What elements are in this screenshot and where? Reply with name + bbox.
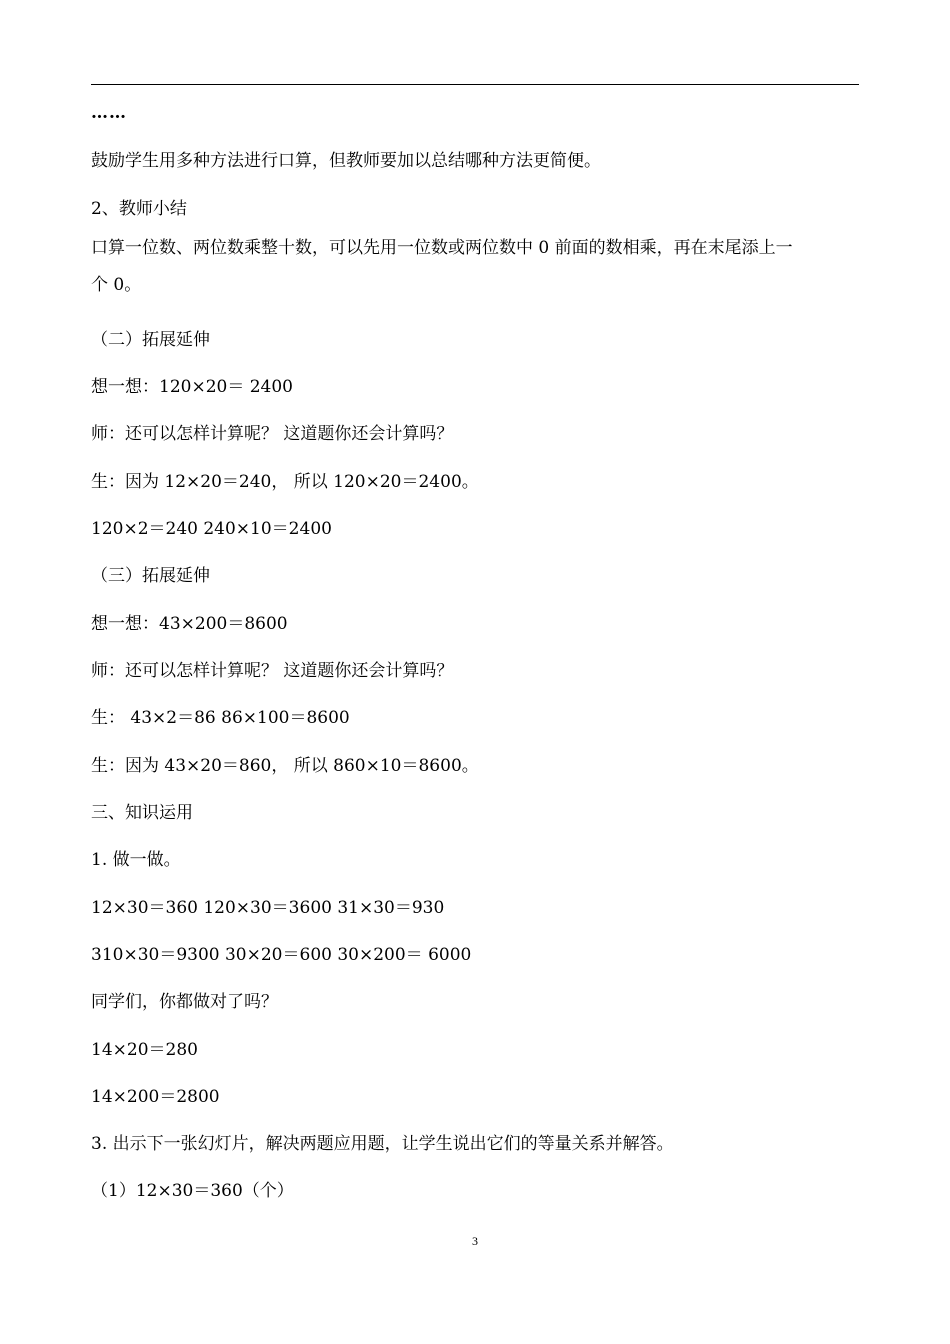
exercise-row-1: 12×30＝360 120×30＝3600 31×30＝930 [91, 898, 445, 918]
student-answer-1: 生：因为 12×20＝240， 所以 120×20＝2400。 [91, 472, 479, 492]
exercise-heading: 1. 做一做。 [91, 850, 181, 870]
slide-instruction: 3. 出示下一张幻灯片，解决两题应用题，让学生说出它们的等量关系并解答。 [91, 1134, 674, 1154]
ellipsis-text: …… [91, 103, 127, 123]
paragraph-encourage-methods: 鼓励学生用多种方法进行口算，但教师要加以总结哪种方法更简便。 [91, 151, 601, 171]
teacher-question-2: 师：还可以怎样计算呢？ 这道题你还会计算吗？ [91, 661, 454, 681]
check-question: 同学们，你都做对了吗？ [91, 992, 278, 1012]
paragraph-summary-line-1: 口算一位数、两位数乘整十数，可以先用一位数或两位数中 0 前面的数相乘，再在末尾添上一 [91, 238, 793, 258]
heading-extension-3: （三）拓展延伸 [91, 566, 210, 586]
think-line-2: 想一想：43×200＝8600 [91, 614, 288, 634]
heading-extension-2: （二）拓展延伸 [91, 330, 210, 350]
teacher-question-1: 师：还可以怎样计算呢？ 这道题你还会计算吗？ [91, 424, 454, 444]
exercise-row-2: 310×30＝9300 30×20＝600 30×200＝ 6000 [91, 945, 472, 965]
student-answer-3: 生：因为 43×20＝860， 所以 860×10＝8600。 [91, 756, 479, 776]
answer-1: （1）12×30＝360（个） [91, 1181, 294, 1201]
paragraph-summary-line-2: 个 0。 [91, 275, 142, 295]
page-number: 3 [472, 1234, 478, 1248]
result-line-1: 14×20＝280 [91, 1040, 198, 1060]
result-line-2: 14×200＝2800 [91, 1087, 220, 1107]
header-rule [91, 84, 859, 85]
student-answer-2: 生： 43×2＝86 86×100＝8600 [91, 708, 350, 728]
heading-knowledge-application: 三、知识运用 [91, 803, 193, 823]
think-line-1: 想一想：120×20＝ 2400 [91, 377, 293, 397]
equation-line-1: 120×2＝240 240×10＝2400 [91, 519, 332, 539]
heading-teacher-summary: 2、教师小结 [91, 199, 187, 219]
